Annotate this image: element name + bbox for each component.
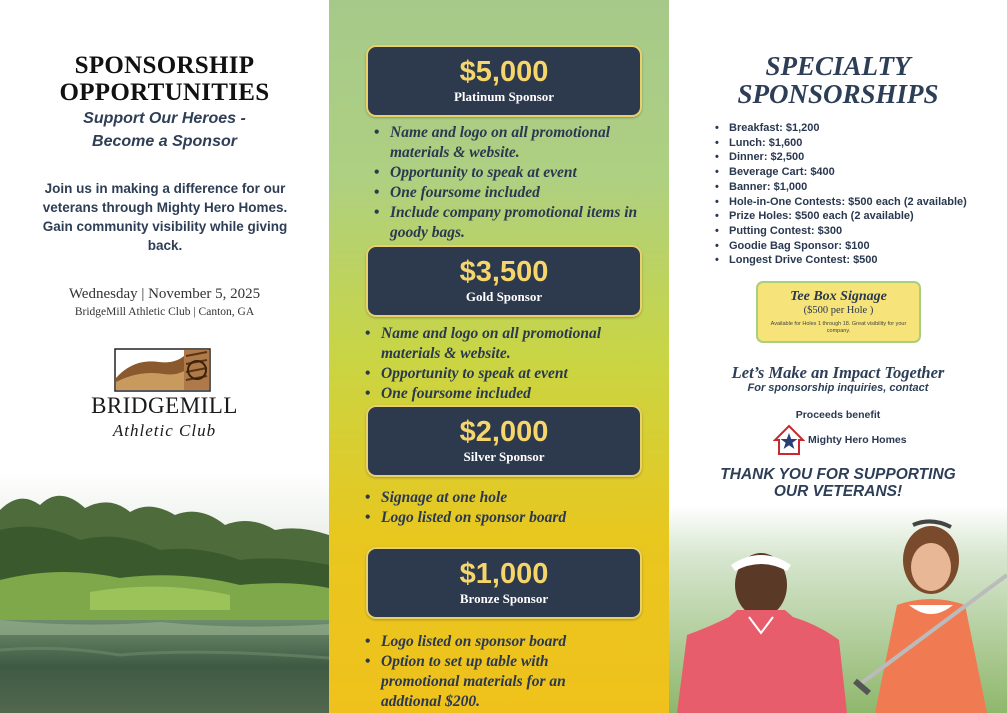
title-line-2: OPPORTUNITIES xyxy=(59,79,270,106)
thanks-line-1: THANK YOU FOR SUPPORTING xyxy=(720,466,956,483)
tier-amount: $5,000 xyxy=(459,56,549,88)
benefit-item: materials & website. xyxy=(381,345,511,362)
specialty-item: • Lunch: $1,600 xyxy=(715,136,967,151)
beneficiary-name: Mighty Hero Homes xyxy=(808,434,907,446)
benefit-item: • One foursome included xyxy=(374,183,637,203)
teebox-title: Tee Box Signage xyxy=(790,289,887,304)
tier-amount: $1,000 xyxy=(459,558,549,590)
benefit-item: • Signage at one hole xyxy=(365,488,566,508)
specialty-list xyxy=(715,121,967,268)
impact-heading: Let’s Make an Impact Together xyxy=(731,363,945,382)
tier-level: Platinum Sponsor xyxy=(453,89,555,104)
gold-benefits-list xyxy=(365,324,601,404)
silver-tier-box xyxy=(366,405,642,477)
sponsorship-title xyxy=(0,52,329,106)
logo-name: BRIDGEMILL xyxy=(91,393,238,418)
benefit-item: materials & website. xyxy=(390,144,520,161)
bridgemill-logo-icon xyxy=(114,348,211,392)
specialty-item: • Putting Contest: $300 xyxy=(715,224,967,239)
tier-amount: $3,500 xyxy=(459,256,549,288)
title-line-2: SPONSORSHIPS xyxy=(737,79,939,109)
specialty-item: • Beverage Cart: $400 xyxy=(715,165,967,180)
tier-level: Bronze Sponsor xyxy=(459,591,549,606)
specialty-item: • Goodie Bag Sponsor: $100 xyxy=(715,239,967,254)
left-panel xyxy=(0,0,329,713)
tier-level: Gold Sponsor xyxy=(465,289,543,304)
thanks-line-2: OUR VETERANS! xyxy=(773,483,903,500)
benefit-item: • Option to set up table with xyxy=(365,652,566,672)
benefit-item: addtional $200. xyxy=(381,693,481,710)
benefit-item: • Name and logo on all promotional xyxy=(374,123,637,143)
specialty-item: • Breakfast: $1,200 xyxy=(715,121,967,136)
gold-tier-box xyxy=(366,245,642,317)
bronze-benefits-list xyxy=(365,632,566,712)
tee-box-signage-box xyxy=(756,281,921,343)
middle-panel xyxy=(329,0,669,713)
benefit-item: • Logo listed on sponsor board xyxy=(365,632,566,652)
benefit-item: • Logo listed on sponsor board xyxy=(365,508,566,528)
logo-subtitle: Athletic Club xyxy=(112,421,217,440)
title-line-1: SPECIALTY xyxy=(765,51,911,81)
inquiry-text: For sponsorship inquiries, contact xyxy=(747,382,929,394)
bronze-tier-box xyxy=(366,547,642,619)
intro-text: Join us in making a difference for our veterans through Mighty Hero Homes. Gain community visibility while giving back. xyxy=(42,181,288,253)
benefit-item: • Opportunity to speak at event xyxy=(374,163,637,183)
platinum-tier-box xyxy=(366,45,642,117)
benefit-item: • One foursome included xyxy=(365,384,601,404)
event-date: Wednesday | November 5, 2025 xyxy=(68,286,261,302)
tier-level: Silver Sponsor xyxy=(463,449,545,464)
thank-you-message xyxy=(669,466,1007,500)
sponsorship-subtitle xyxy=(0,107,329,153)
specialty-item: • Longest Drive Contest: $500 xyxy=(715,253,967,268)
specialty-item: • Prize Holes: $500 each (2 available) xyxy=(715,209,967,224)
specialty-title xyxy=(669,52,1007,108)
title-line-1: SPONSORSHIP xyxy=(74,52,255,79)
golfers-image xyxy=(669,505,1007,713)
mighty-hero-homes-logo-icon xyxy=(773,424,805,456)
teebox-note: Available for Holes 1 through 18. Great visibility for your company. xyxy=(770,321,907,334)
platinum-benefits-list xyxy=(374,123,637,243)
benefit-item: promotional materials for an xyxy=(381,673,566,690)
specialty-item: • Dinner: $2,500 xyxy=(715,150,967,165)
specialty-item: • Hole-in-One Contests: $500 each (2 available) xyxy=(715,195,967,210)
proceeds-label: Proceeds benefit xyxy=(795,409,881,421)
subtitle-line-2: Become a Sponsor xyxy=(92,133,237,150)
silver-benefits-list xyxy=(365,488,566,528)
benefit-item: • Opportunity to speak at event xyxy=(365,364,601,384)
tier-amount: $2,000 xyxy=(459,416,549,448)
subtitle-line-1: Support Our Heroes - xyxy=(83,110,246,127)
right-panel xyxy=(669,0,1007,713)
event-venue: BridgeMill Athletic Club | Canton, GA xyxy=(74,306,255,318)
benefit-item: • Include company promotional items in xyxy=(374,203,637,223)
golf-course-image xyxy=(0,470,329,713)
benefit-item: goody bags. xyxy=(390,224,465,241)
specialty-item: • Banner: $1,000 xyxy=(715,180,967,195)
teebox-price: ($500 per Hole ) xyxy=(803,305,874,316)
benefit-item: • Name and logo on all promotional xyxy=(365,324,601,344)
